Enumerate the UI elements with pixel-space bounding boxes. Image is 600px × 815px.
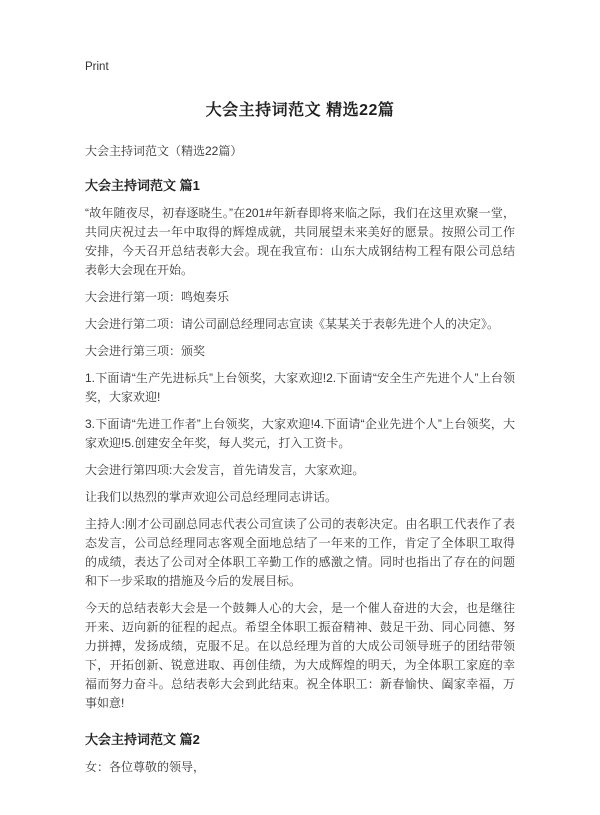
paragraph: 大会进行第三项：颁奖 (85, 344, 206, 358)
paragraph: 主持人:刚才公司副总同志代表公司宣读了公司的表彰决定。由名职工代表作了表态发言，公司总经理同志客观全面地总结了一年来的工作，肯定了全体职工取得的成绩，表达了公司对全体职工辛勤工作的感激之情。同时也指出了存在的问题和下一步采取的措施及今后的发展目标。 (85, 517, 515, 588)
paragraph: “故年随夜尽，初春逐晓生。”在201#年新春即将来临之际，我们在这里欢聚一堂，共同庆祝过去一年中取得的辉煌成就，共同展望未来美好的愿景。按照公司工作安排，今天召开总结表彰大会。现在我宣布：山东大成钢结构工程有限公司总结表彰大会现在开始。 (85, 206, 515, 277)
section-heading-part2: 大会主持词范文 篇2 (85, 732, 200, 747)
document-subtitle: 大会主持词范文（精选22篇） (85, 144, 243, 158)
paragraph: 大会进行第四项:大会发言，首先请发言，大家欢迎。 (85, 463, 365, 477)
section-heading-part1: 大会主持词范文 篇1 (85, 178, 200, 193)
paragraph: 今天的总结表彰大会是一个鼓舞人心的大会，是一个催人奋进的大会，也是继往开来、迈向新的征程的起点。希望全体职工振奋精神、鼓足干劲、同心同德、努力拼搏，发扬成绩，克服不足。在以总经理为首的大成公司领导班子的团结带领下，开拓创新、锐意进取、再创佳绩，为大成辉煌的明天，为全体职工家庭的幸福而努力奋斗。总结表彰大会到此结束。祝全体职工：新春愉快、阖家幸福，万事如意! (85, 601, 515, 710)
paragraph: 大会进行第二项：请公司副总经理同志宣读《某某关于表彰先进个人的决定》。 (85, 317, 500, 331)
print-button[interactable]: Print (85, 61, 109, 73)
paragraph: 女：各位尊敬的领导， (85, 760, 206, 774)
document-title: 大会主持词范文 精选22篇 (205, 102, 395, 119)
paragraph: 让我们以热烈的掌声欢迎公司总经理同志讲话。 (85, 490, 338, 504)
paragraph: 大会进行第一项：鸣炮奏乐 (85, 290, 230, 304)
paragraph: 1.下面请“生产先进标兵”上台领奖，大家欢迎!2.下面请“安全生产先进个人”上台领奖，大家欢迎! (85, 371, 515, 404)
paragraph: 3.下面请“先进工作者”上台领奖，大家欢迎!4.下面请“企业先进个人”上台领奖，大家欢迎!5.创建安全年奖，每人奖元，打入工资卡。 (85, 417, 515, 450)
